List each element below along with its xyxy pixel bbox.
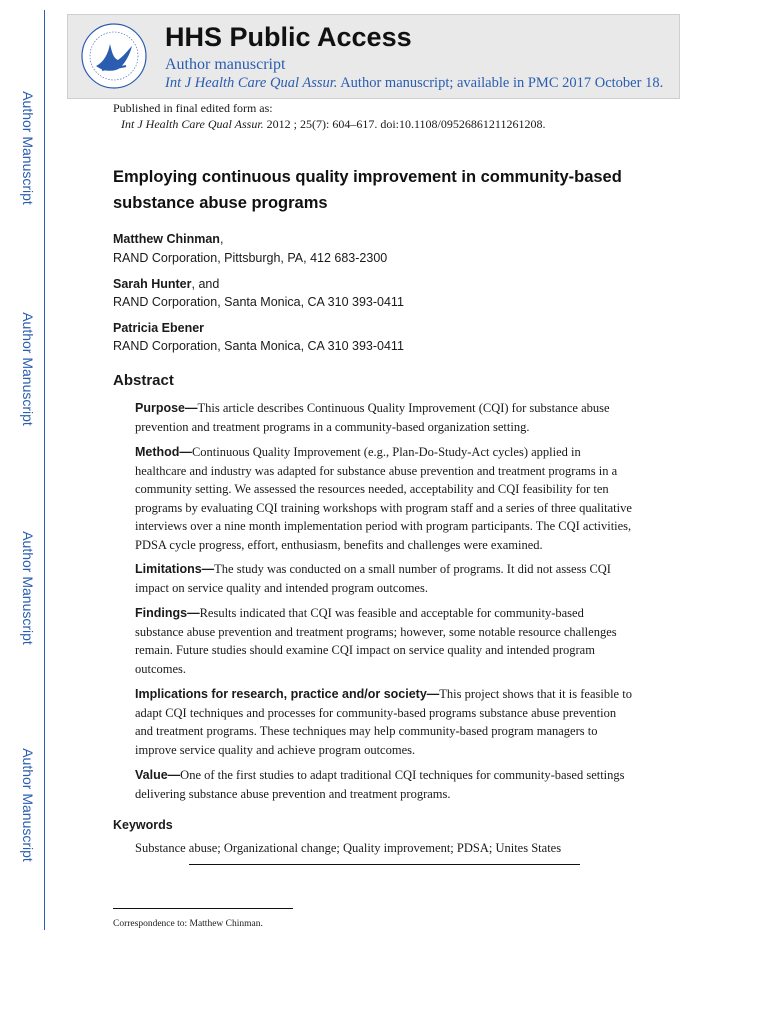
author-affiliation: RAND Corporation, Santa Monica, CA 310 393-0411: [113, 295, 404, 309]
abstract-heading: Abstract: [113, 372, 174, 389]
section-label: Method—: [135, 445, 192, 459]
journal-name[interactable]: Int J Health Care Qual Assur.: [165, 75, 338, 91]
correspondence-footnote: Correspondence to: Matthew Chinman.: [113, 919, 263, 929]
author-affiliation: RAND Corporation, Pittsburgh, PA, 412 683-2300: [113, 251, 388, 265]
abstract-purpose: Purpose—This article describes Continuous Quality Improvement (CQI) for substance abuse prevention and treatment programs in a community-based organization setting.: [135, 401, 610, 434]
section-label: Value—: [135, 768, 181, 782]
author-name: Matthew Chinman,: [113, 232, 224, 246]
side-label: Author Manuscript: [20, 312, 37, 426]
published-citation: [121, 117, 545, 132]
keywords-heading: Keywords: [113, 818, 173, 832]
published-journal-name: Int J Health Care Qual Assur.: [121, 117, 264, 131]
side-label: Author Manuscript: [20, 91, 37, 205]
footnote-divider: [113, 908, 293, 909]
keywords-text: Substance abuse; Organizational change; Quality improvement; PDSA; Unites States: [135, 841, 562, 855]
author-name: Patricia Ebener: [113, 321, 205, 335]
section-label: Purpose—: [135, 401, 198, 415]
doi-citation[interactable]: 2012 ; 25(7): 604–617. doi:10.1108/09526861211261208.: [263, 117, 546, 131]
abstract-method: Method—Continuous Quality Improvement (e.g., Plan-Do-Study-Act cycles) applied in healthcare and industry was adapted for substance abuse prevention and treatment programs in a community setting. We assessed the resources needed, acceptability and CQI feasibility for ten programs by evaluating CQI training workshops with program staff and a series of three qualitative interviews over a nine month implementation period with program participants. The CQI activities, PDSA cycle progress, effort, enthusiasm, benefits and challenges were examined.: [135, 445, 632, 552]
published-label: Published in final edited form as:: [113, 101, 273, 115]
hhs-eagle-seal-icon: [80, 22, 148, 90]
section-label: Findings—: [135, 606, 200, 620]
section-label: Implications for research, practice and/or society—: [135, 687, 440, 701]
abstract-implications: Implications for research, practice and/or society—This project shows that it is feasible to adapt CQI techniques and processes for community-based programs substance abuse prevention and treatment programs. These techniques may help community-based program managers to improve service quality and achieve program outcomes.: [135, 687, 632, 757]
section-label: Limitations—: [135, 562, 215, 576]
side-label: Author Manuscript: [20, 531, 37, 645]
journal-availability: Int J Health Care Qual Assur. Author manuscript; available in PMC 2017 October 18.: [165, 75, 664, 91]
author-name: Sarah Hunter, and: [113, 277, 220, 291]
abstract-limitations: Limitations—The study was conducted on a small number of programs. It did not assess CQI impact on service quality and intended program outcomes.: [135, 562, 611, 595]
keywords-divider: [189, 864, 580, 865]
side-label: Author Manuscript: [20, 748, 37, 862]
article-title: Employing continuous quality improvement in community-based substance abuse programs: [113, 168, 622, 212]
abstract-value: Value—One of the first studies to adapt traditional CQI techniques for community-based settings delivering substance abuse prevention and treatment programs.: [135, 768, 625, 801]
author-manuscript-label: Author manuscript: [165, 56, 286, 73]
abstract-findings: Findings—Results indicated that CQI was feasible and acceptable for community-based substance abuse prevention and treatment programs; however, some notable resource challenges remain. Future studies should examine CQI impact on service quality and intended program outcomes.: [135, 606, 617, 676]
author-affiliation: RAND Corporation, Santa Monica, CA 310 393-0411: [113, 339, 404, 353]
hhs-public-access-title: HHS Public Access: [165, 22, 412, 52]
